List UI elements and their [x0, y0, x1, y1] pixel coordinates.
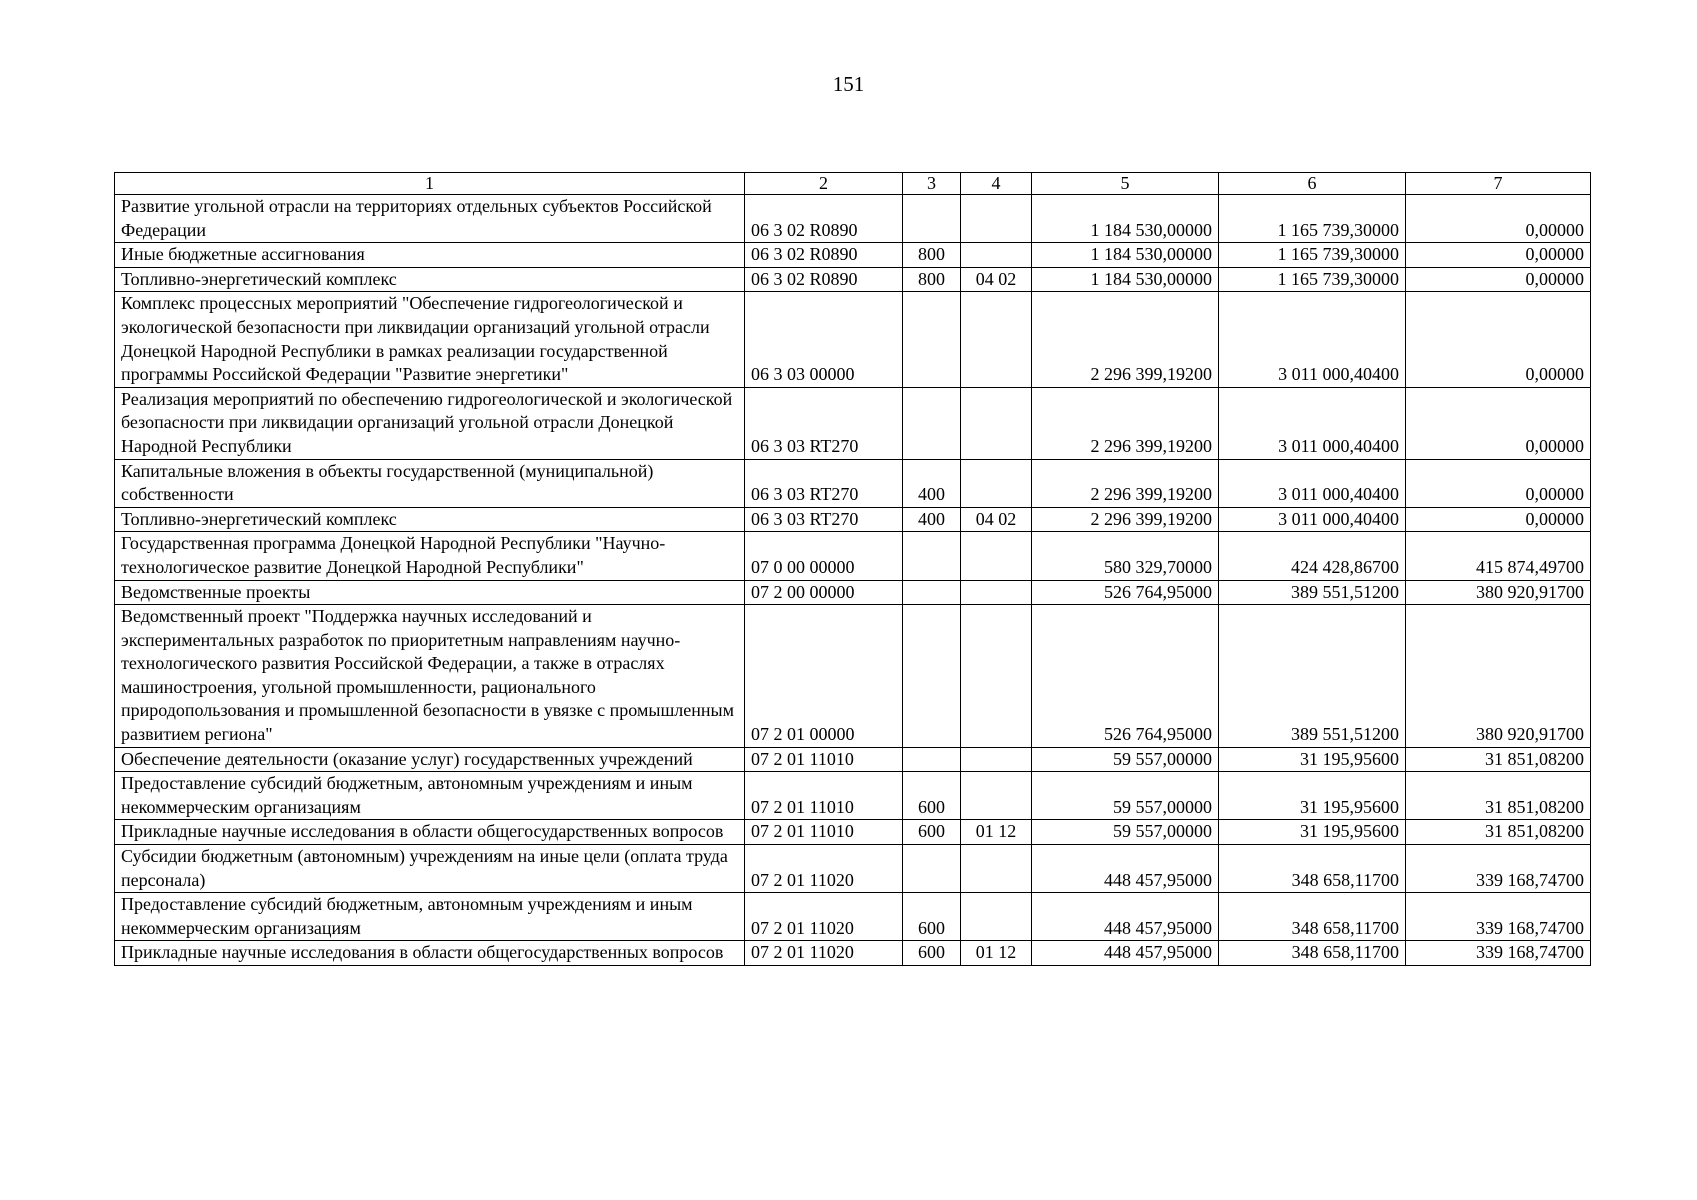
row-value-5: 526 764,95000 — [1032, 605, 1219, 748]
header-col-5: 5 — [1032, 173, 1219, 195]
table-row — [115, 820, 1591, 845]
page-number: 151 — [832, 72, 865, 96]
row-name: Комплекс процессных мероприятий "Обеспечение гидрогеологической и экологической безопасности при ликвидации организаций угольной отрасли Донецкой Народной Республики в рамках реализации государственной программы Российской Федерации "Развитие энергетики" — [115, 292, 745, 387]
row-name: Субсидии бюджетным (автономным) учреждениям на иные цели (оплата труда персонала) — [115, 845, 745, 893]
table-row — [115, 532, 1591, 580]
row-type: 800 — [903, 243, 961, 268]
row-value-6: 348 658,11700 — [1219, 845, 1406, 893]
row-type — [903, 387, 961, 459]
header-col-3: 3 — [903, 173, 961, 195]
row-value-7: 0,00000 — [1406, 292, 1591, 387]
row-section — [961, 605, 1032, 748]
row-value-6: 389 551,51200 — [1219, 580, 1406, 605]
row-value-5: 2 296 399,19200 — [1032, 292, 1219, 387]
row-value-6: 3 011 000,40400 — [1219, 459, 1406, 507]
table-row — [115, 195, 1591, 243]
row-code: 07 2 01 11010 — [745, 747, 903, 772]
table-row — [115, 845, 1591, 893]
row-value-6: 1 165 739,30000 — [1219, 195, 1406, 243]
row-value-5: 448 457,95000 — [1032, 845, 1219, 893]
row-value-6: 31 195,95600 — [1219, 772, 1406, 820]
header-row — [115, 173, 1591, 195]
row-type: 800 — [903, 267, 961, 292]
table-row — [115, 747, 1591, 772]
row-section: 01 12 — [961, 820, 1032, 845]
row-code: 06 3 02 R0890 — [745, 243, 903, 268]
row-section — [961, 387, 1032, 459]
row-value-5: 580 329,70000 — [1032, 532, 1219, 580]
row-type: 600 — [903, 893, 961, 941]
row-value-5: 1 184 530,00000 — [1032, 195, 1219, 243]
row-value-7: 415 874,49700 — [1406, 532, 1591, 580]
table-row — [115, 941, 1591, 966]
row-type — [903, 532, 961, 580]
row-value-6: 3 011 000,40400 — [1219, 292, 1406, 387]
row-section — [961, 243, 1032, 268]
row-value-7: 380 920,91700 — [1406, 580, 1591, 605]
header-col-4: 4 — [961, 173, 1032, 195]
row-name: Прикладные научные исследования в области общегосударственных вопросов — [115, 820, 745, 845]
header-col-2: 2 — [745, 173, 903, 195]
row-type — [903, 292, 961, 387]
row-section: 04 02 — [961, 507, 1032, 532]
table-row — [115, 580, 1591, 605]
row-type: 400 — [903, 507, 961, 532]
row-value-7: 31 851,08200 — [1406, 772, 1591, 820]
row-value-6: 3 011 000,40400 — [1219, 387, 1406, 459]
row-code: 06 3 03 RT270 — [745, 507, 903, 532]
row-name: Капитальные вложения в объекты государственной (муниципальной) собственности — [115, 459, 745, 507]
table-row — [115, 893, 1591, 941]
row-value-5: 59 557,00000 — [1032, 747, 1219, 772]
row-type — [903, 580, 961, 605]
row-code: 07 0 00 00000 — [745, 532, 903, 580]
row-value-6: 348 658,11700 — [1219, 941, 1406, 966]
row-value-6: 1 165 739,30000 — [1219, 267, 1406, 292]
table-row — [115, 459, 1591, 507]
row-section — [961, 580, 1032, 605]
row-code: 07 2 00 00000 — [745, 580, 903, 605]
row-name: Прикладные научные исследования в области общегосударственных вопросов — [115, 941, 745, 966]
row-value-5: 1 184 530,00000 — [1032, 267, 1219, 292]
table-row — [115, 772, 1591, 820]
row-value-7: 0,00000 — [1406, 195, 1591, 243]
row-name: Государственная программа Донецкой Народной Республики "Научно-технологическое развитие Донецкой Народной Республики" — [115, 532, 745, 580]
row-value-7: 31 851,08200 — [1406, 820, 1591, 845]
row-value-6: 3 011 000,40400 — [1219, 507, 1406, 532]
row-type — [903, 845, 961, 893]
row-type: 400 — [903, 459, 961, 507]
row-section — [961, 747, 1032, 772]
row-code: 06 3 03 RT270 — [745, 387, 903, 459]
row-code: 06 3 03 RT270 — [745, 459, 903, 507]
row-section — [961, 459, 1032, 507]
row-value-5: 2 296 399,19200 — [1032, 459, 1219, 507]
row-code: 06 3 03 00000 — [745, 292, 903, 387]
row-code: 07 2 01 11010 — [745, 772, 903, 820]
row-code: 07 2 01 11010 — [745, 820, 903, 845]
row-code: 06 3 02 R0890 — [745, 195, 903, 243]
row-name: Реализация мероприятий по обеспечению гидрогеологической и экологической безопасности при ликвидации организаций угольной отрасли Донецкой Народной Республики — [115, 387, 745, 459]
row-value-5: 448 457,95000 — [1032, 941, 1219, 966]
row-value-6: 1 165 739,30000 — [1219, 243, 1406, 268]
row-value-5: 526 764,95000 — [1032, 580, 1219, 605]
row-section — [961, 532, 1032, 580]
row-name: Топливно-энергетический комплекс — [115, 267, 745, 292]
header-col-1: 1 — [115, 173, 745, 195]
row-code: 07 2 01 00000 — [745, 605, 903, 748]
row-type: 600 — [903, 820, 961, 845]
row-value-6: 348 658,11700 — [1219, 893, 1406, 941]
row-code: 07 2 01 11020 — [745, 941, 903, 966]
row-code: 07 2 01 11020 — [745, 893, 903, 941]
row-value-5: 2 296 399,19200 — [1032, 387, 1219, 459]
row-value-7: 0,00000 — [1406, 459, 1591, 507]
table-row — [115, 387, 1591, 459]
header-col-6: 6 — [1219, 173, 1406, 195]
budget-table — [114, 172, 1591, 966]
row-value-6: 31 195,95600 — [1219, 820, 1406, 845]
row-section — [961, 772, 1032, 820]
row-value-7: 339 168,74700 — [1406, 941, 1591, 966]
row-name: Предоставление субсидий бюджетным, автономным учреждениям и иным некоммерческим организациям — [115, 893, 745, 941]
table-row — [115, 507, 1591, 532]
row-value-6: 389 551,51200 — [1219, 605, 1406, 748]
row-name: Ведомственные проекты — [115, 580, 745, 605]
row-value-5: 448 457,95000 — [1032, 893, 1219, 941]
row-type — [903, 747, 961, 772]
table-row — [115, 605, 1591, 748]
row-value-6: 424 428,86700 — [1219, 532, 1406, 580]
table-row — [115, 267, 1591, 292]
table-row — [115, 292, 1591, 387]
row-type — [903, 605, 961, 748]
row-value-7: 339 168,74700 — [1406, 893, 1591, 941]
row-section — [961, 292, 1032, 387]
row-section — [961, 893, 1032, 941]
table-row — [115, 243, 1591, 268]
row-value-7: 0,00000 — [1406, 507, 1591, 532]
row-value-5: 1 184 530,00000 — [1032, 243, 1219, 268]
row-value-7: 0,00000 — [1406, 267, 1591, 292]
row-name: Топливно-энергетический комплекс — [115, 507, 745, 532]
row-name: Развитие угольной отрасли на территориях отдельных субъектов Российской Федерации — [115, 195, 745, 243]
row-value-7: 0,00000 — [1406, 387, 1591, 459]
row-value-7: 0,00000 — [1406, 243, 1591, 268]
row-value-7: 31 851,08200 — [1406, 747, 1591, 772]
row-section — [961, 195, 1032, 243]
row-value-5: 2 296 399,19200 — [1032, 507, 1219, 532]
row-section: 04 02 — [961, 267, 1032, 292]
row-value-5: 59 557,00000 — [1032, 772, 1219, 820]
row-type — [903, 195, 961, 243]
row-section — [961, 845, 1032, 893]
header-col-7: 7 — [1406, 173, 1591, 195]
row-code: 07 2 01 11020 — [745, 845, 903, 893]
row-type: 600 — [903, 772, 961, 820]
row-name: Ведомственный проект "Поддержка научных исследований и экспериментальных разработок по приоритетным направлениям научно-технологического развития Российской Федерации, а также в отраслях машиностроения, угольной промышленности, рационального природопользования и промышленной безопасности в увязке с промышленным развитием региона" — [115, 605, 745, 748]
row-value-6: 31 195,95600 — [1219, 747, 1406, 772]
row-value-7: 380 920,91700 — [1406, 605, 1591, 748]
row-name: Обеспечение деятельности (оказание услуг) государственных учреждений — [115, 747, 745, 772]
row-section: 01 12 — [961, 941, 1032, 966]
row-type: 600 — [903, 941, 961, 966]
row-name: Иные бюджетные ассигнования — [115, 243, 745, 268]
row-value-7: 339 168,74700 — [1406, 845, 1591, 893]
row-code: 06 3 02 R0890 — [745, 267, 903, 292]
row-value-5: 59 557,00000 — [1032, 820, 1219, 845]
row-name: Предоставление субсидий бюджетным, автономным учреждениям и иным некоммерческим организациям — [115, 772, 745, 820]
